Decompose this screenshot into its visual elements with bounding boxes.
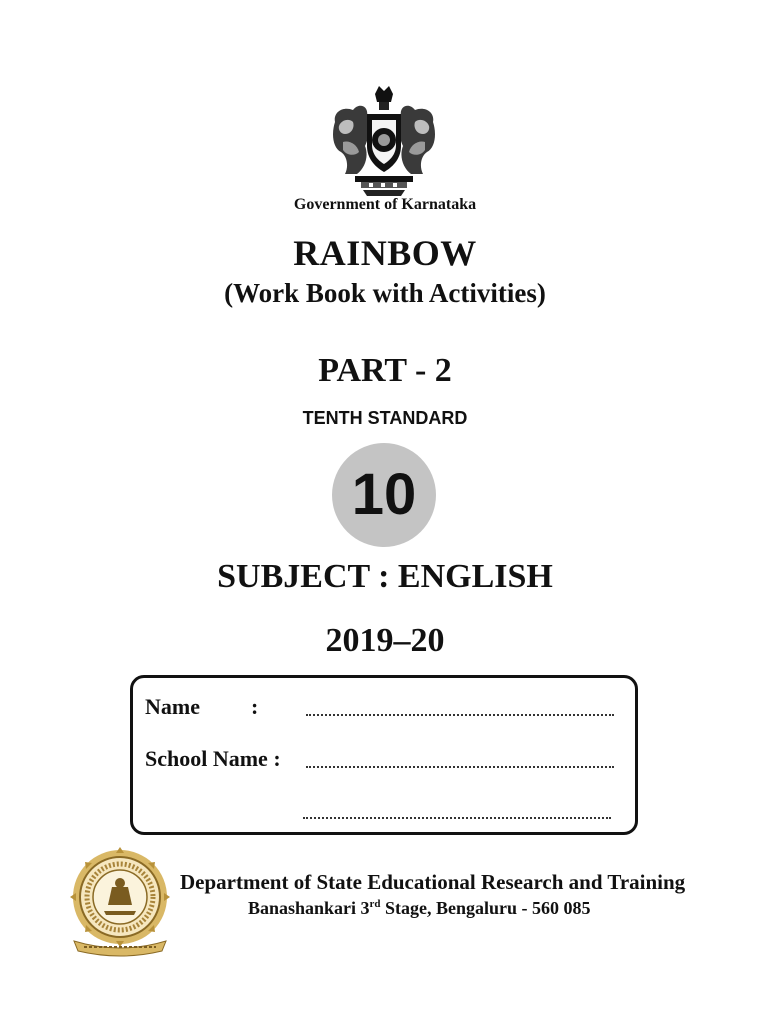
subject-label: SUBJECT : ENGLISH bbox=[217, 558, 553, 595]
address-prefix: Banashankari 3 bbox=[248, 898, 370, 918]
school-name-field-label: School Name : bbox=[145, 746, 281, 771]
address-superscript: rd bbox=[369, 898, 381, 910]
name-field-colon: : bbox=[251, 694, 259, 719]
academic-year: 2019–20 bbox=[325, 622, 445, 659]
book-subtitle: (Work Book with Activities) bbox=[224, 278, 546, 308]
address-suffix: Stage, Bengaluru - 560 085 bbox=[380, 898, 591, 918]
grade-number: 10 bbox=[351, 462, 417, 527]
name-fill-line[interactable] bbox=[306, 714, 614, 716]
grade-badge bbox=[332, 443, 436, 547]
department-name: Department of State Educational Research and Training bbox=[180, 870, 686, 894]
name-field-label: Name bbox=[145, 694, 200, 719]
student-info-box bbox=[130, 675, 638, 835]
standard-label: TENTH STANDARD bbox=[302, 408, 468, 428]
school-name-fill-line[interactable] bbox=[306, 766, 614, 768]
dsert-seal-logo-icon bbox=[70, 845, 170, 957]
book-title: RAINBOW bbox=[293, 233, 477, 273]
department-address bbox=[248, 898, 591, 919]
part-label: PART - 2 bbox=[318, 352, 452, 389]
government-label: Government of Karnataka bbox=[293, 196, 477, 213]
school-name-fill-line-2[interactable] bbox=[303, 817, 611, 819]
karnataka-emblem-icon bbox=[325, 82, 443, 198]
